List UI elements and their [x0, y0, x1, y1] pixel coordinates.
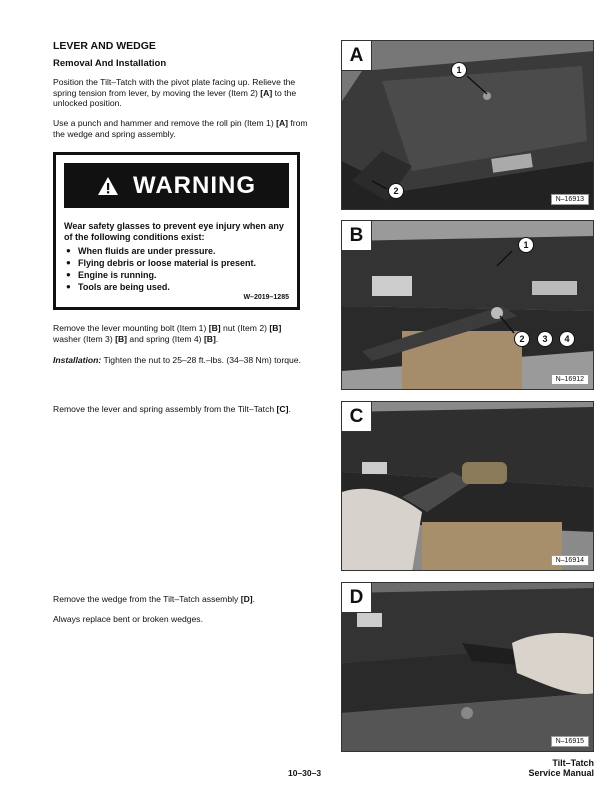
figure-b — [341, 220, 594, 390]
figure-a-photo — [342, 41, 594, 210]
warning-intro: Wear safety glasses to prevent eye injury when any of the following conditions exist: — [64, 221, 284, 242]
callout-1: 1 — [451, 62, 467, 78]
callout-2: 2 — [388, 183, 404, 199]
callout-4: 4 — [559, 331, 575, 347]
warning-triangle-icon — [97, 176, 119, 196]
figure-a-letter: A — [342, 41, 372, 71]
warning-title: WARNING — [133, 171, 256, 199]
manual-title — [528, 758, 594, 778]
step-4-text — [53, 355, 308, 366]
figure-d — [341, 582, 594, 752]
step-3-text: Remove the lever mounting bolt (Item 1) [B] nut (Item 2) [B] washer (Item 3) [B] and spring (Item 4) [B]. — [53, 323, 282, 344]
figure-a-number: N–16913 — [551, 194, 589, 205]
figure-b-number: N–16912 — [551, 374, 589, 385]
section-heading: LEVER AND WEDGE — [53, 40, 156, 52]
installation-label: Installation: — [53, 355, 102, 365]
figure-c-number: N–16914 — [551, 555, 589, 566]
manual-title-line-1: Tilt–Tatch — [552, 758, 594, 768]
warning-item: ● When fluids are under pressure. — [64, 245, 292, 257]
section-subheading: Removal And Installation — [53, 58, 167, 69]
figure-c-letter: C — [342, 402, 372, 432]
manual-title-line-2: Service Manual — [528, 768, 594, 778]
figure-c — [341, 401, 594, 571]
callout-3: 3 — [537, 331, 553, 347]
page-number: 10–30–3 — [288, 768, 322, 778]
warning-header — [64, 163, 289, 208]
figure-c-photo — [342, 402, 594, 571]
step-5-text: Remove the lever and spring assembly from the Tilt–Tatch [C]. — [53, 404, 291, 414]
warning-code: W–2019–1285 — [243, 294, 289, 301]
figure-a — [341, 40, 594, 210]
figure-d-number: N–16915 — [551, 736, 589, 747]
step-7-text: Always replace bent or broken wedges. — [53, 614, 203, 624]
installation-text: Tighten the nut to 25–28 ft.–lbs. (34–38 Nm) torque. — [101, 355, 301, 365]
warning-item: ● Tools are being used. — [64, 281, 292, 293]
callout-1: 1 — [518, 237, 534, 253]
figure-d-letter: D — [342, 583, 372, 613]
step-2-text: Use a punch and hammer and remove the roll pin (Item 1) [A] from the wedge and spring assembly. — [53, 118, 308, 139]
warning-list — [64, 245, 292, 293]
figure-d-photo — [342, 583, 594, 752]
figure-b-photo — [342, 221, 594, 390]
warning-item: ● Engine is running. — [64, 269, 292, 281]
step-6-text: Remove the wedge from the Tilt–Tatch assembly [D]. — [53, 594, 256, 604]
figure-b-letter: B — [342, 221, 372, 251]
warning-item: ● Flying debris or loose material is present. — [64, 257, 292, 269]
callout-2: 2 — [514, 331, 530, 347]
warning-box — [53, 152, 300, 310]
step-1-text: Position the Tilt–Tatch with the pivot plate facing up. Relieve the spring tension from lever, by moving the lever (Item 2) [A] to the unlocked position. — [53, 77, 297, 109]
